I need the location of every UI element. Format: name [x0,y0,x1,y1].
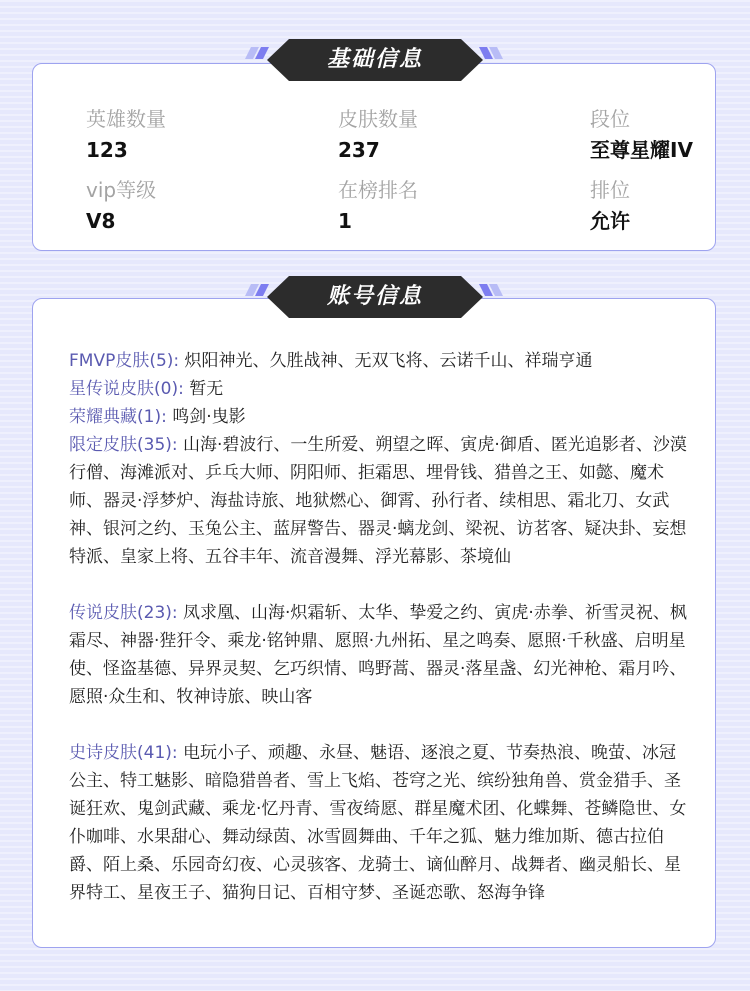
stat-value: 至尊星耀IV [590,138,693,162]
section-label: FMVP皮肤(5): [69,351,180,371]
stat-value: 1 [338,209,352,233]
section-text: 鸣剑·曳影 [172,407,246,427]
stat-label: 段位 [590,107,630,131]
stat-ranked-allowed [590,176,630,235]
section-text: 电玩小子、顽趣、永昼、魅语、逐浪之夏、节奏热浪、晚萤、冰冠公主、特工魅影、暗隐猎兽者、雪上飞焰、苍穹之光、缤纷独角兽、赏金猎手、圣诞狂欢、鬼剑武藏、乘龙·忆丹青、雪夜绮愿、群星魔术团、化蝶舞、苍鳞隐世、女仆咖啡、水果甜心、舞动绿茵、冰雪圆舞曲、千年之狐、魅力维加斯、德古拉伯爵、陌上桑、乐园奇幻夜、心灵骇客、龙骑士、谪仙醉月、战舞者、幽灵船长、星界特工、星夜王子、猫狗日记、百相守梦、圣诞恋歌、怒海争锋 [69,743,687,903]
stat-skin-count [338,105,418,164]
section-label: 传说皮肤(23): [69,603,178,623]
section-label: 荣耀典藏(1): [69,407,167,427]
stat-vip-level [86,176,156,235]
stat-leaderboard-rank [338,176,418,235]
stat-rank-tier [590,105,693,164]
section-label: 限定皮肤(35): [69,435,178,455]
skin-sections [69,347,691,907]
account-info-card [32,298,716,948]
stat-label: 排位 [590,178,630,202]
section-label: 星传说皮肤(0): [69,379,184,399]
stat-label: 英雄数量 [86,107,166,131]
skin-section-star-legend [69,375,691,403]
account-info-banner [245,274,505,320]
stat-label: 皮肤数量 [338,107,418,131]
basic-info-banner [245,37,505,83]
stat-value: V8 [86,209,116,233]
stat-label: vip等级 [86,178,157,202]
basic-info-card [32,63,716,251]
stat-hero-count [86,105,166,164]
stat-value: 123 [86,138,128,162]
section-text: 山海·碧波行、一生所爱、朔望之晖、寅虎·御盾、匿光追影者、沙漠行僧、海滩派对、乒乓大师、阴阳师、拒霜思、埋骨钱、猎兽之王、如懿、魔术师、器灵·浮梦炉、海盐诗旅、地狱燃心、御霄、孙行者、续相思、霜北刀、女武神、银河之约、玉兔公主、蓝屏警告、器灵·螭龙剑、梁祝、访茗客、疑决卦、妄想特派、皇家上将、五谷丰年、流音漫舞、浮光幕影、茶境仙 [69,435,687,567]
skin-section-glory-collection [69,403,691,431]
stat-value: 允许 [590,209,630,233]
section-label: 史诗皮肤(41): [69,743,178,763]
stat-label: 在榜排名 [338,178,418,202]
skin-section-legend [69,599,691,711]
section-text: 凤求凰、山海·炽霜斩、太华、挚爱之约、寅虎·赤拳、祈雪灵祝、枫霜尽、神器·狴犴令、乘龙·铭钟鼎、愿照·九州拓、星之鸣奏、愿照·千秋盛、启明星使、怪盗基德、异界灵契、乞巧织情、鸣野蒿、器灵·落星盏、幻光神枪、霜月吟、愿照·众生和、牧神诗旅、映山客 [69,603,687,707]
stat-value: 237 [338,138,380,162]
section-text: 炽阳神光、久胜战神、无双飞将、云诺千山、祥瑞亨通 [184,351,593,371]
skin-section-limited [69,431,691,571]
account-info-title: 账号信息 [326,284,423,309]
skin-section-epic [69,739,691,907]
section-text: 暂无 [189,379,224,399]
skin-section-fmvp [69,347,691,375]
basic-info-title: 基础信息 [326,47,423,72]
